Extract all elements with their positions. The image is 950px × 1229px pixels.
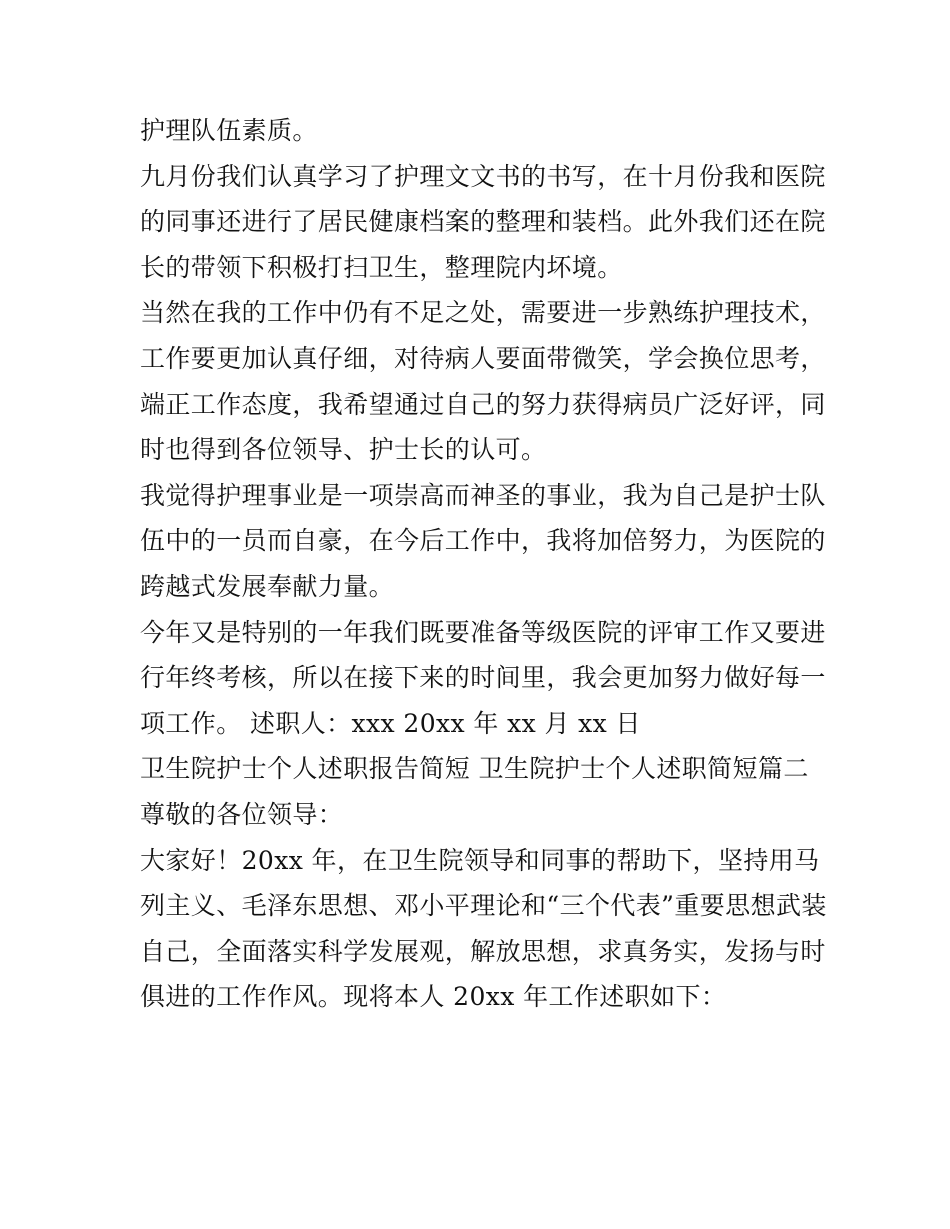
text-line: 行年终考核，所以在接下来的时间里，我会更加努力做好每一 — [140, 663, 826, 693]
text-line: 工作要更加认真仔细，对待病人要面带微笑，学会换位思考， — [140, 343, 826, 373]
text-line: 列主义、毛泽东思想、邓小平理论和“三个代表”重要思想武装 — [140, 891, 827, 921]
text-line: 长的带领下积极打扫卫生，整理院内坏境。 — [140, 252, 623, 282]
text-line: 俱进的工作作风。现将本人 20xx 年工作述职如下： — [140, 982, 727, 1012]
text-line: 卫生院护士个人述职报告简短 卫生院护士个人述职简短篇二 — [140, 754, 809, 784]
text-line: 今年又是特别的一年我们既要准备等级医院的评审工作又要进 — [140, 617, 826, 647]
text-line: 时也得到各位领导、护士长的认可。 — [140, 435, 547, 465]
text-line: 尊敬的各位领导： — [140, 799, 344, 829]
text-line: 跨越式发展奉献力量。 — [140, 571, 395, 601]
text-line: 大家好！20xx 年，在卫生院领导和同事的帮助下，坚持用马 — [140, 845, 820, 875]
document-body — [140, 108, 827, 1020]
text-line: 护理队伍素质。 — [140, 116, 318, 145]
text-line: 我觉得护理事业是一项崇高而神圣的事业，我为自己是护士队 — [140, 480, 826, 510]
text-line: 当然在我的工作中仍有不足之处，需要进一步熟练护理技术， — [140, 298, 826, 328]
text-line: 的同事还进行了居民健康档案的整理和装档。此外我们还在院 — [140, 207, 826, 237]
text-line: 九月份我们认真学习了护理文文书的书写，在十月份我和医院 — [140, 161, 826, 191]
text-line: 端正工作态度，我希望通过自己的努力获得病员广泛好评，同 — [140, 389, 826, 419]
text-line: 自己，全面落实科学发展观，解放思想，求真务实，发扬与时 — [140, 936, 826, 966]
text-line: 项工作。 述职人：xxx 20xx 年 xx 月 xx 日 — [140, 708, 641, 738]
text-line: 伍中的一员而自豪，在今后工作中，我将加倍努力，为医院的 — [140, 526, 826, 556]
